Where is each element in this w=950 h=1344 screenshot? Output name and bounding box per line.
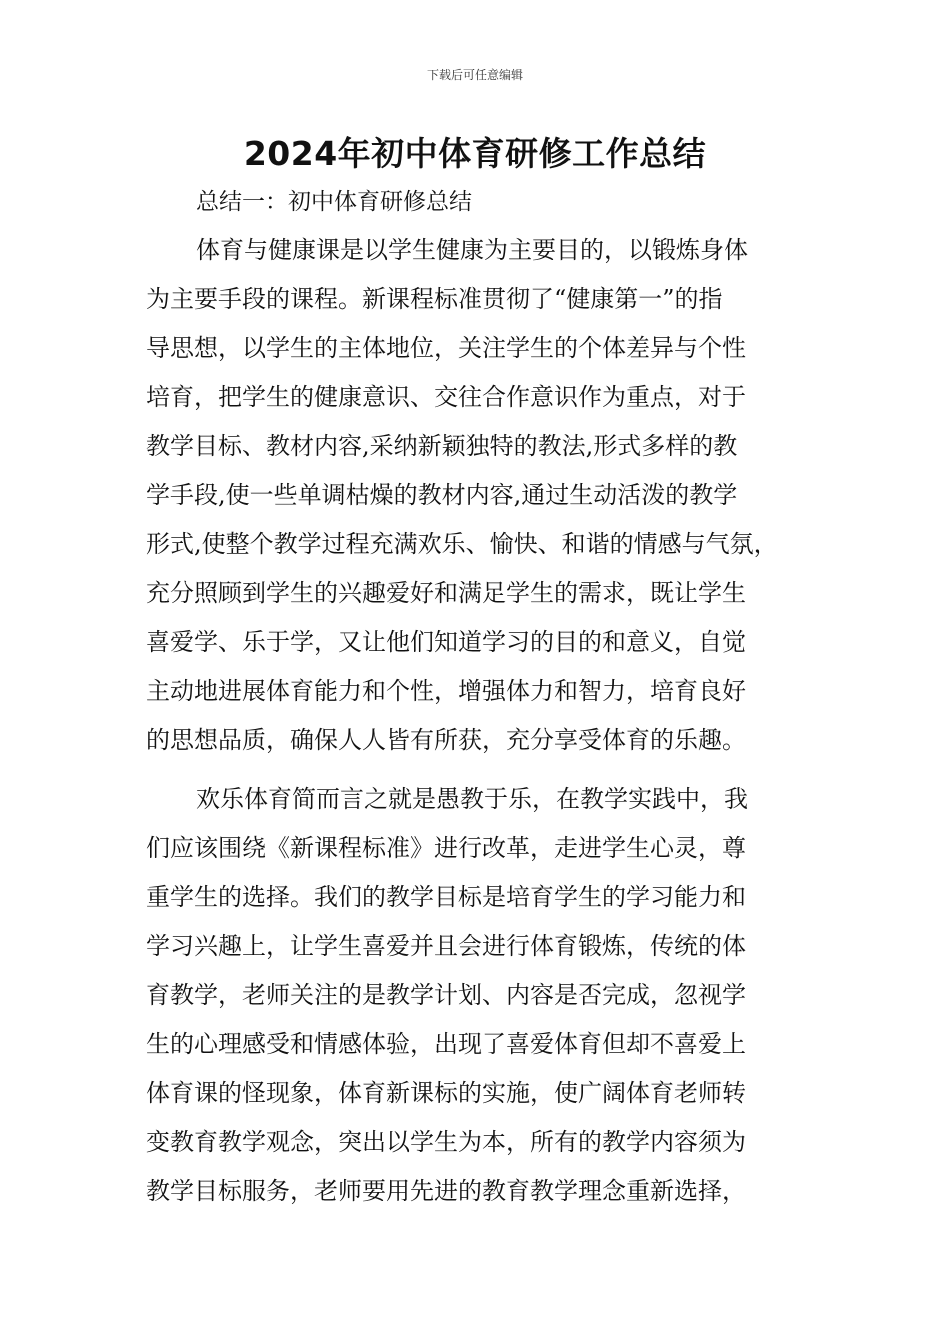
paragraph-line: 欢乐体育简而言之就是愚教于乐，在教学实践中，我 bbox=[196, 785, 748, 813]
paragraph-line: 体育课的怪现象，体育新课标的实施，使广阔体育老师转 bbox=[146, 1079, 746, 1107]
paragraph-line: 为主要手段的课程。新课程标准贯彻了“健康第一”的指 bbox=[146, 285, 723, 313]
document-title: 2024年初中体育研修工作总结 bbox=[243, 134, 707, 173]
paragraph-line: 学习兴趣上，让学生喜爱并且会进行体育锻炼，传统的体 bbox=[146, 932, 746, 960]
paragraph-line: 形式,使整个教学过程充满欢乐、愉快、和谐的情感与气氛， bbox=[146, 530, 778, 558]
paragraph-line: 重学生的选择。我们的教学目标是培育学生的学习能力和 bbox=[146, 883, 746, 911]
paragraph-line: 培育，把学生的健康意识、交往合作意识作为重点，对于 bbox=[146, 383, 746, 411]
paragraph-line: 导思想，以学生的主体地位，关注学生的个体差异与个性 bbox=[146, 334, 746, 362]
paragraph-line: 充分照顾到学生的兴趣爱好和满足学生的需求，既让学生 bbox=[146, 579, 746, 607]
paragraph-1 bbox=[146, 226, 836, 765]
paragraph-line: 们应该围绕《新课程标准》进行改革，走进学生心灵，尊 bbox=[146, 834, 746, 862]
paragraph-line: 主动地进展体育能力和个性，增强体力和智力，培育良好 bbox=[146, 677, 746, 705]
paragraph-line: 变教育教学观念，突出以学生为本，所有的教学内容须为 bbox=[146, 1128, 746, 1156]
paragraph-line: 生的心理感受和情感体验，出现了喜爱体育但却不喜爱上 bbox=[146, 1030, 746, 1058]
paragraph-line: 教学目标、教材内容,采纳新颖独特的教法,形式多样的教 bbox=[146, 432, 738, 460]
paragraph-line: 教学目标服务，老师要用先进的教育教学理念重新选择， bbox=[146, 1177, 746, 1205]
header-note: 下载后可任意编辑 bbox=[426, 68, 523, 82]
paragraph-line: 的思想品质，确保人人皆有所获，充分享受体育的乐趣。 bbox=[146, 726, 746, 754]
section-title: 总结一：初中体育研修总结 bbox=[196, 189, 472, 215]
paragraph-2 bbox=[146, 775, 836, 1216]
paragraph-line: 育教学，老师关注的是教学计划、内容是否完成，忽视学 bbox=[146, 981, 746, 1009]
paragraph-line: 喜爱学、乐于学，又让他们知道学习的目的和意义，自觉 bbox=[146, 628, 746, 656]
paragraph-line: 体育与健康课是以学生健康为主要目的，以锻炼身体 bbox=[196, 236, 748, 264]
paragraph-line: 学手段,使一些单调枯燥的教材内容,通过生动活泼的教学 bbox=[146, 481, 738, 509]
